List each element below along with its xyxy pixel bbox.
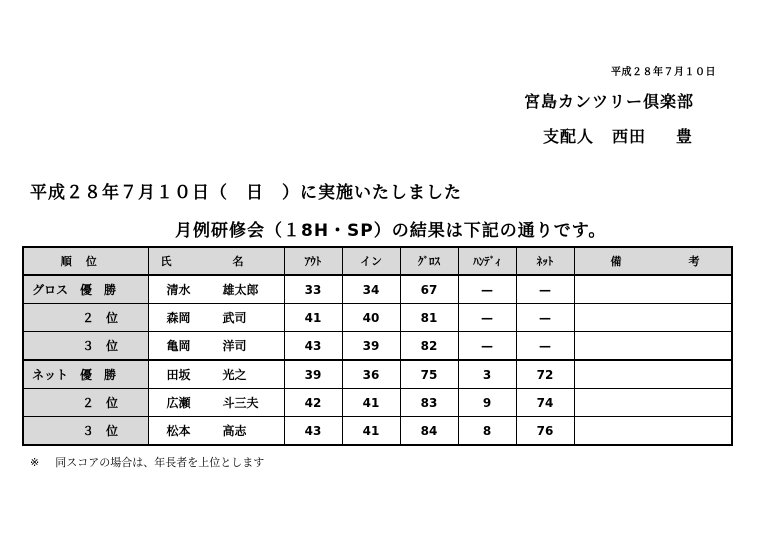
document-date: 平成２８年７月１０日	[611, 67, 716, 78]
remarks-cell	[574, 275, 732, 304]
handicap: —	[458, 275, 516, 304]
remarks-cell	[574, 389, 732, 417]
manager-surname: 西田	[612, 127, 647, 146]
rank-cell: ネット 優 勝	[23, 360, 148, 389]
remarks-cell	[574, 417, 732, 446]
header-gross: ｸﾞﾛｽ	[400, 247, 458, 275]
remarks-cell	[574, 304, 732, 332]
net-score: 76	[516, 417, 574, 446]
family-name: 広瀬	[166, 396, 191, 410]
footnote-text: 同スコアの場合は、年長者を上位とします	[55, 456, 265, 469]
in-score: 41	[342, 417, 400, 446]
rank-cell: グロス 優 勝	[23, 275, 148, 304]
given-name: 武司	[222, 311, 247, 325]
gross-score: 82	[400, 332, 458, 361]
in-score: 34	[342, 275, 400, 304]
name-cell	[148, 389, 284, 417]
net-score: 74	[516, 389, 574, 417]
in-score: 40	[342, 304, 400, 332]
handicap: 3	[458, 360, 516, 389]
handicap: —	[458, 332, 516, 361]
table-header-row	[23, 247, 732, 275]
table-row	[23, 275, 732, 304]
header-rank: 順位	[23, 247, 148, 275]
header-name	[148, 247, 284, 275]
rank-cell: ３ 位	[23, 332, 148, 361]
net-score: —	[516, 275, 574, 304]
table-row	[23, 360, 732, 389]
gross-score: 84	[400, 417, 458, 446]
header-handicap: ﾊﾝﾃﾞｨ	[458, 247, 516, 275]
table-row	[23, 332, 732, 361]
intro-line-2: 月例研修会（１8H・SP）の結果は下記の通りです。	[175, 221, 607, 241]
family-name: 松本	[166, 424, 191, 438]
name-cell	[148, 304, 284, 332]
table-row	[23, 304, 732, 332]
header-in: イン	[342, 247, 400, 275]
name-cell	[148, 332, 284, 361]
out-score: 33	[284, 275, 342, 304]
rank-cell: ３ 位	[23, 417, 148, 446]
out-score: 43	[284, 417, 342, 446]
given-name: 洋司	[222, 339, 247, 353]
footnote	[30, 454, 264, 470]
gross-score: 75	[400, 360, 458, 389]
in-score: 36	[342, 360, 400, 389]
name-cell	[148, 360, 284, 389]
manager-signature	[543, 124, 693, 147]
manager-title: 支配人	[543, 127, 595, 146]
results-table	[22, 246, 733, 446]
club-name: 宮島カンツリー倶楽部	[524, 92, 695, 111]
family-name: 田坂	[166, 368, 191, 382]
net-score: 72	[516, 360, 574, 389]
net-score: —	[516, 332, 574, 361]
out-score: 39	[284, 360, 342, 389]
gross-score: 83	[400, 389, 458, 417]
remarks-cell	[574, 332, 732, 361]
handicap: 8	[458, 417, 516, 446]
remarks-cell	[574, 360, 732, 389]
family-name: 森岡	[166, 311, 191, 325]
header-net: ﾈｯﾄ	[516, 247, 574, 275]
table-row	[23, 417, 732, 446]
rank-cell: ２ 位	[23, 304, 148, 332]
gross-score: 81	[400, 304, 458, 332]
given-name: 光之	[222, 368, 247, 382]
in-score: 39	[342, 332, 400, 361]
name-cell	[148, 275, 284, 304]
header-name-1: 氏	[160, 255, 172, 268]
given-name: 斗三夫	[222, 396, 259, 410]
header-remarks	[574, 247, 732, 275]
family-name: 亀岡	[166, 339, 191, 353]
footnote-mark: ※	[30, 456, 40, 469]
out-score: 42	[284, 389, 342, 417]
given-name: 雄太郎	[222, 283, 259, 297]
family-name: 清水	[166, 283, 191, 297]
out-score: 43	[284, 332, 342, 361]
given-name: 高志	[222, 424, 247, 438]
manager-given-name: 豊	[676, 127, 694, 146]
net-score: —	[516, 304, 574, 332]
intro-line-1: 平成２８年７月１０日（ 日 ）に実施いたしました	[30, 183, 462, 203]
gross-score: 67	[400, 275, 458, 304]
name-cell	[148, 417, 284, 446]
handicap: —	[458, 304, 516, 332]
rank-cell: ２ 位	[23, 389, 148, 417]
header-out: ｱｳﾄ	[284, 247, 342, 275]
out-score: 41	[284, 304, 342, 332]
table-row	[23, 389, 732, 417]
in-score: 41	[342, 389, 400, 417]
header-remarks-2: 考	[688, 255, 700, 268]
header-name-2: 名	[232, 255, 244, 268]
handicap: 9	[458, 389, 516, 417]
header-remarks-1: 備	[610, 255, 622, 268]
